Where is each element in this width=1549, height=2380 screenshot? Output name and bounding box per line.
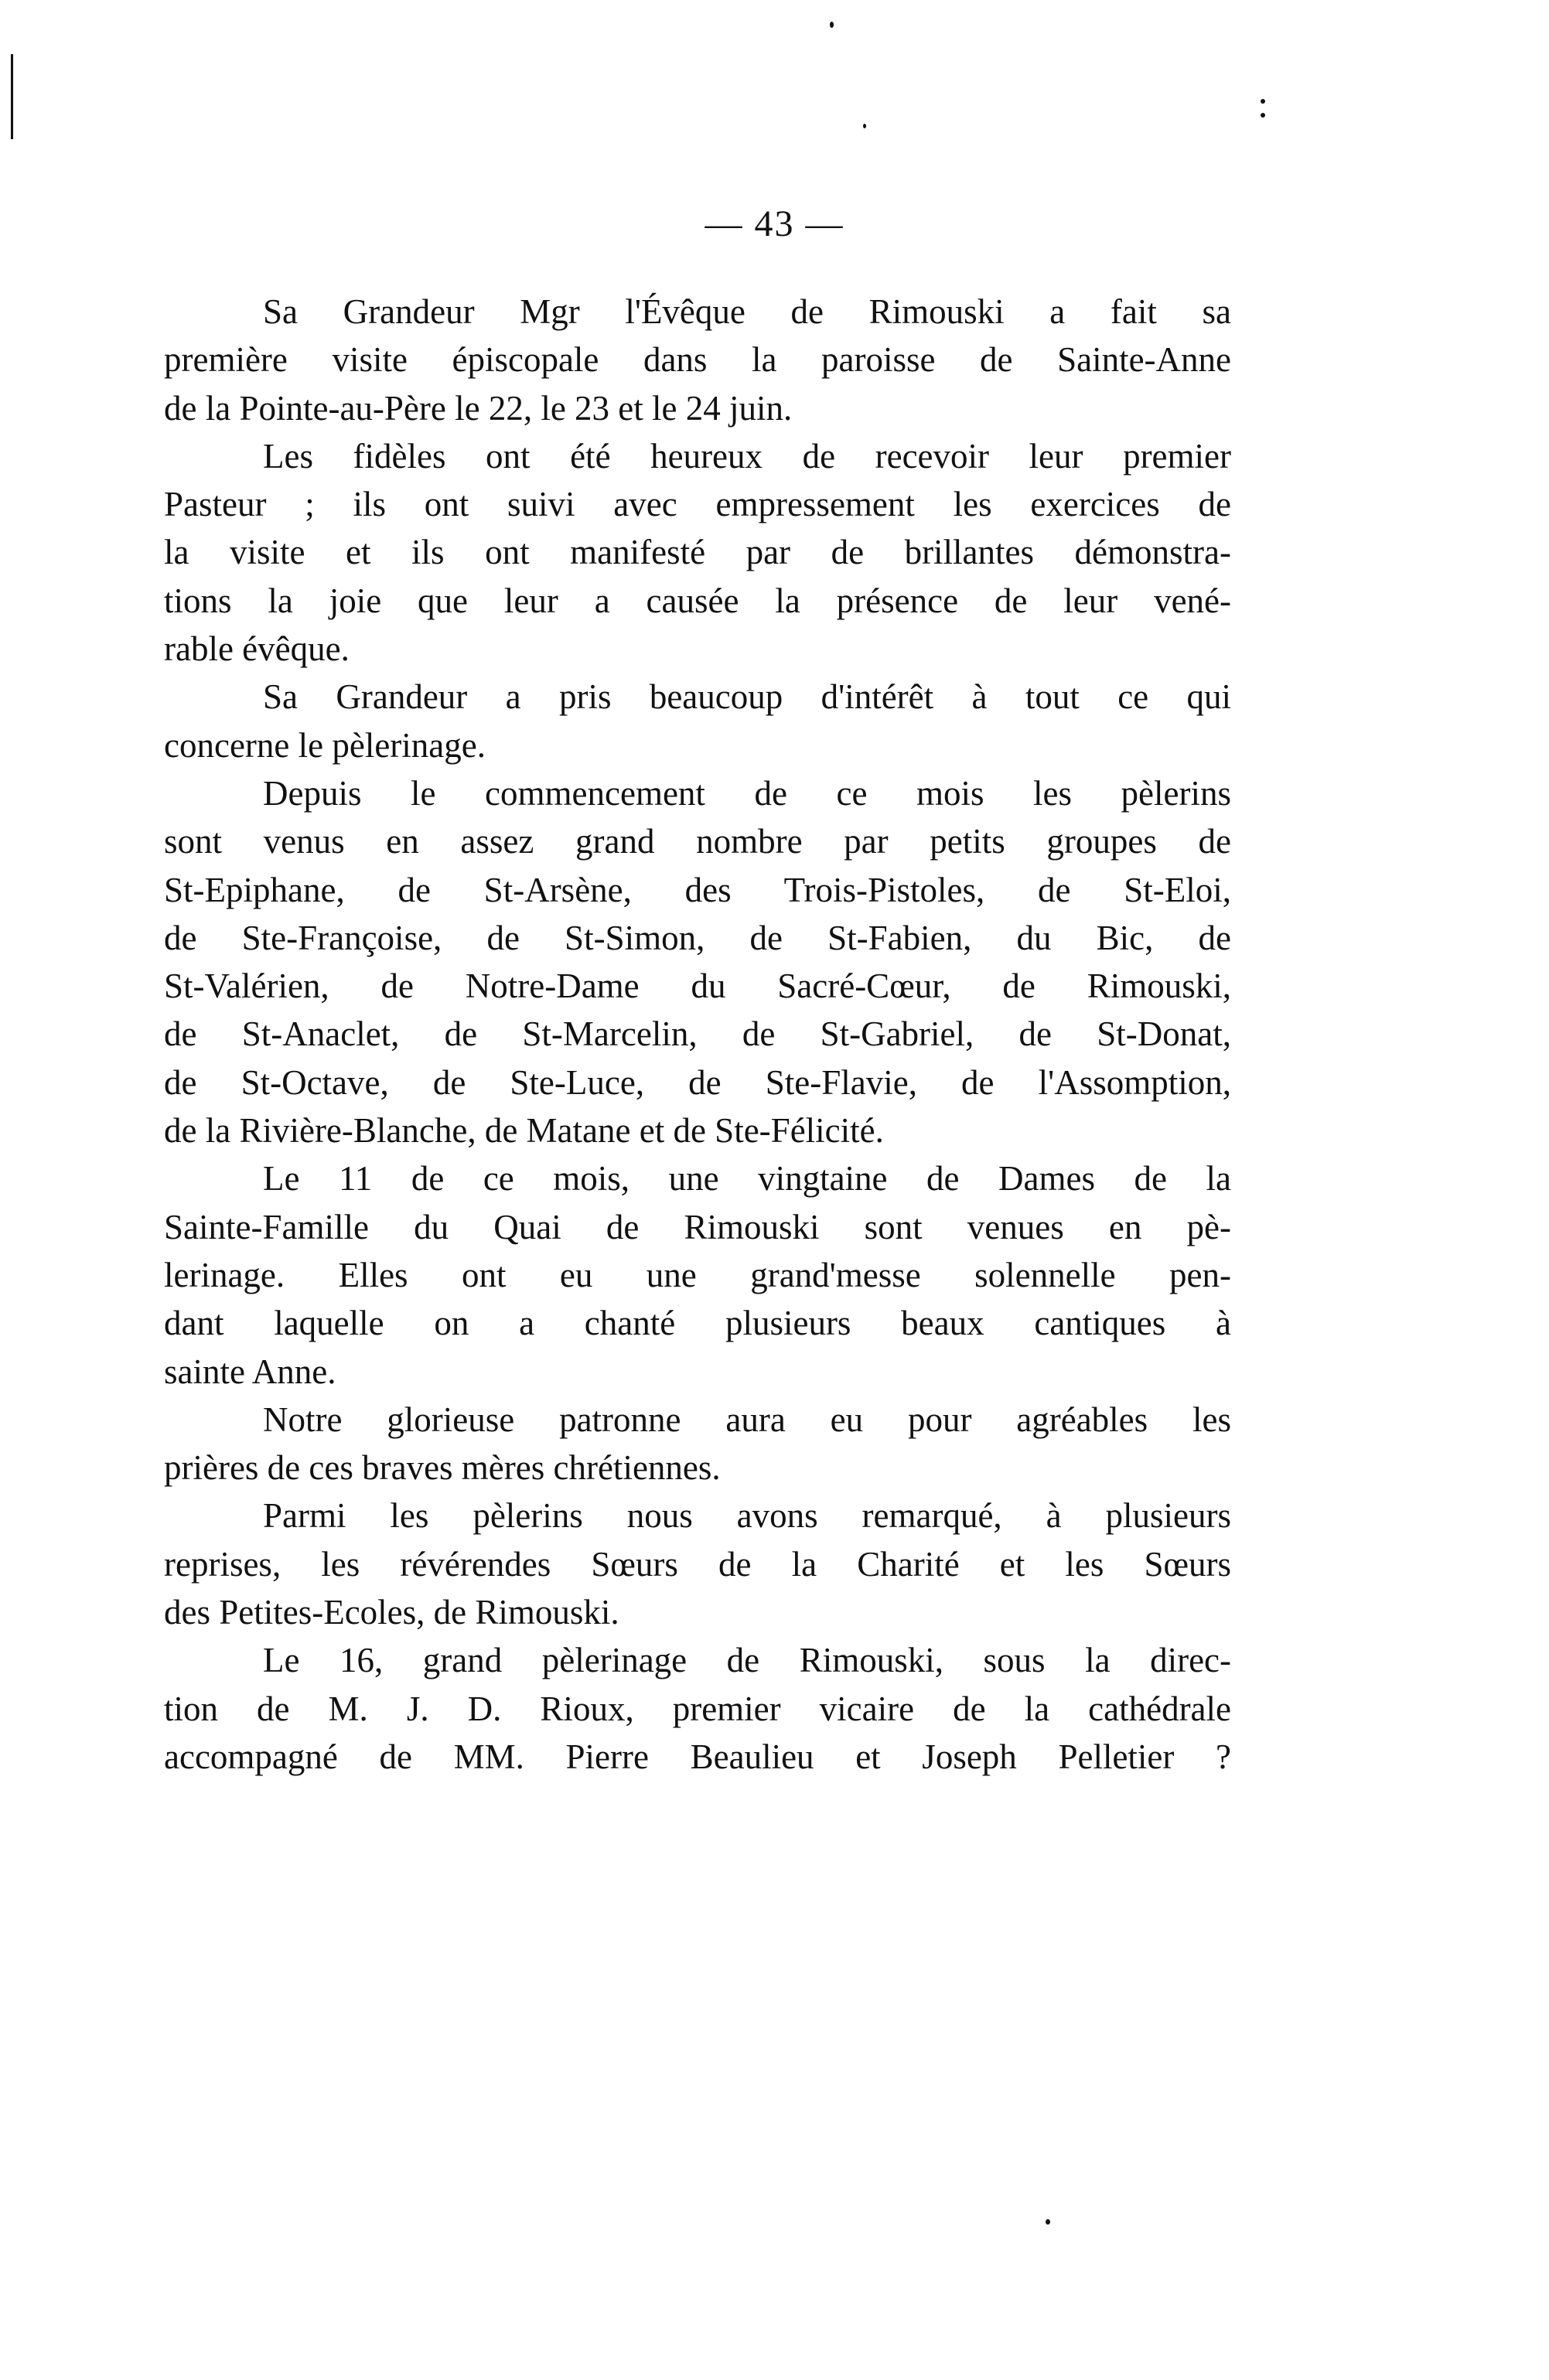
paragraph [164,1636,1231,1781]
speck [1261,113,1265,118]
page-number: — 43 — [705,203,844,244]
text-line: la visite et ils ont manifesté par de brillantes démonstra- [164,533,1231,572]
text-line: tion de M. J. D. Rioux, premier vicaire de la cathédrale [164,1689,1231,1728]
paragraph [164,673,1231,769]
text-line: sont venus en assez grand nombre par petits groupes de [164,822,1231,861]
text-line: concerne le pèlerinage. [164,725,486,765]
text-line: reprises, les révérendes Sœurs de la Charité et les Sœurs [164,1544,1231,1584]
paragraph [164,1396,1231,1492]
text-line: de St-Octave, de Ste-Luce, de Ste-Flavie, de l'Assomption, [164,1062,1231,1102]
speck [863,124,866,128]
text-line: des Petites-Ecoles, de Rimouski. [164,1593,619,1632]
text-line: Depuis le commencement de ce mois les pèlerins [263,773,1231,813]
text-line: Les fidèles ont été heureux de recevoir leur premier [263,436,1231,476]
text-line: Sa Grandeur Mgr l'Évêque de Rimouski a fait sa [263,292,1231,331]
text-line: Sainte-Famille du Quai de Rimouski sont venues en pè- [164,1207,1231,1246]
text-line: de Ste-Françoise, de St-Simon, de St-Fabien, du Bic, de [164,918,1231,957]
paragraph [164,288,1231,432]
text-line: Sa Grandeur a pris beaucoup d'intérêt à tout ce qui [263,677,1231,717]
text-line: prières de ces braves mères chrétiennes. [164,1448,721,1488]
text-line: St-Valérien, de Notre-Dame du Sacré-Cœur, de Rimouski, [164,967,1231,1006]
text-line: sainte Anne. [164,1352,336,1391]
speck [1261,99,1265,104]
speck [830,22,834,28]
text-line: première visite épiscopale dans la paroisse de Sainte-Anne [164,340,1231,380]
text-line: rable évêque. [164,629,350,669]
paragraph [164,1154,1231,1395]
paragraph [164,769,1231,1154]
paragraph [164,1492,1231,1636]
text-line: Le 16, grand pèlerinage de Rimouski, sous la direc- [263,1641,1231,1680]
text-line: Pasteur ; ils ont suivi avec empressement les exercices de [164,485,1231,524]
text-line: Notre glorieuse patronne aura eu pour agréables les [263,1400,1231,1439]
text-line: Le 11 de ce mois, une vingtaine de Dames de la [263,1159,1231,1199]
text-line: accompagné de MM. Pierre Beaulieu et Joseph Pelletier ? [164,1737,1231,1776]
text-line: de St-Anaclet, de St-Marcelin, de St-Gabriel, de St-Donat, [164,1014,1231,1054]
text-line: de la Pointe-au-Père le 22, le 23 et le 24 juin. [164,388,793,428]
paragraph [164,432,1231,673]
text-line: dant laquelle on a chanté plusieurs beaux cantiques à [164,1304,1231,1343]
text-line: Parmi les pèlerins nous avons remarqué, à plusieurs [263,1496,1231,1536]
text-line: lerinage. Elles ont eu une grand'messe solennelle pen- [164,1255,1231,1294]
body-text [164,288,1231,1781]
text-line: tions la joie que leur a causée la présence de leur vené- [164,581,1231,620]
text-line: de la Rivière-Blanche, de Matane et de Ste-Félicité. [164,1111,884,1151]
text-line: St-Epiphane, de St-Arsène, des Trois-Pistoles, de St-Eloi, [164,870,1231,909]
speck [1046,2219,1050,2225]
scan-edge-mark [11,54,13,139]
